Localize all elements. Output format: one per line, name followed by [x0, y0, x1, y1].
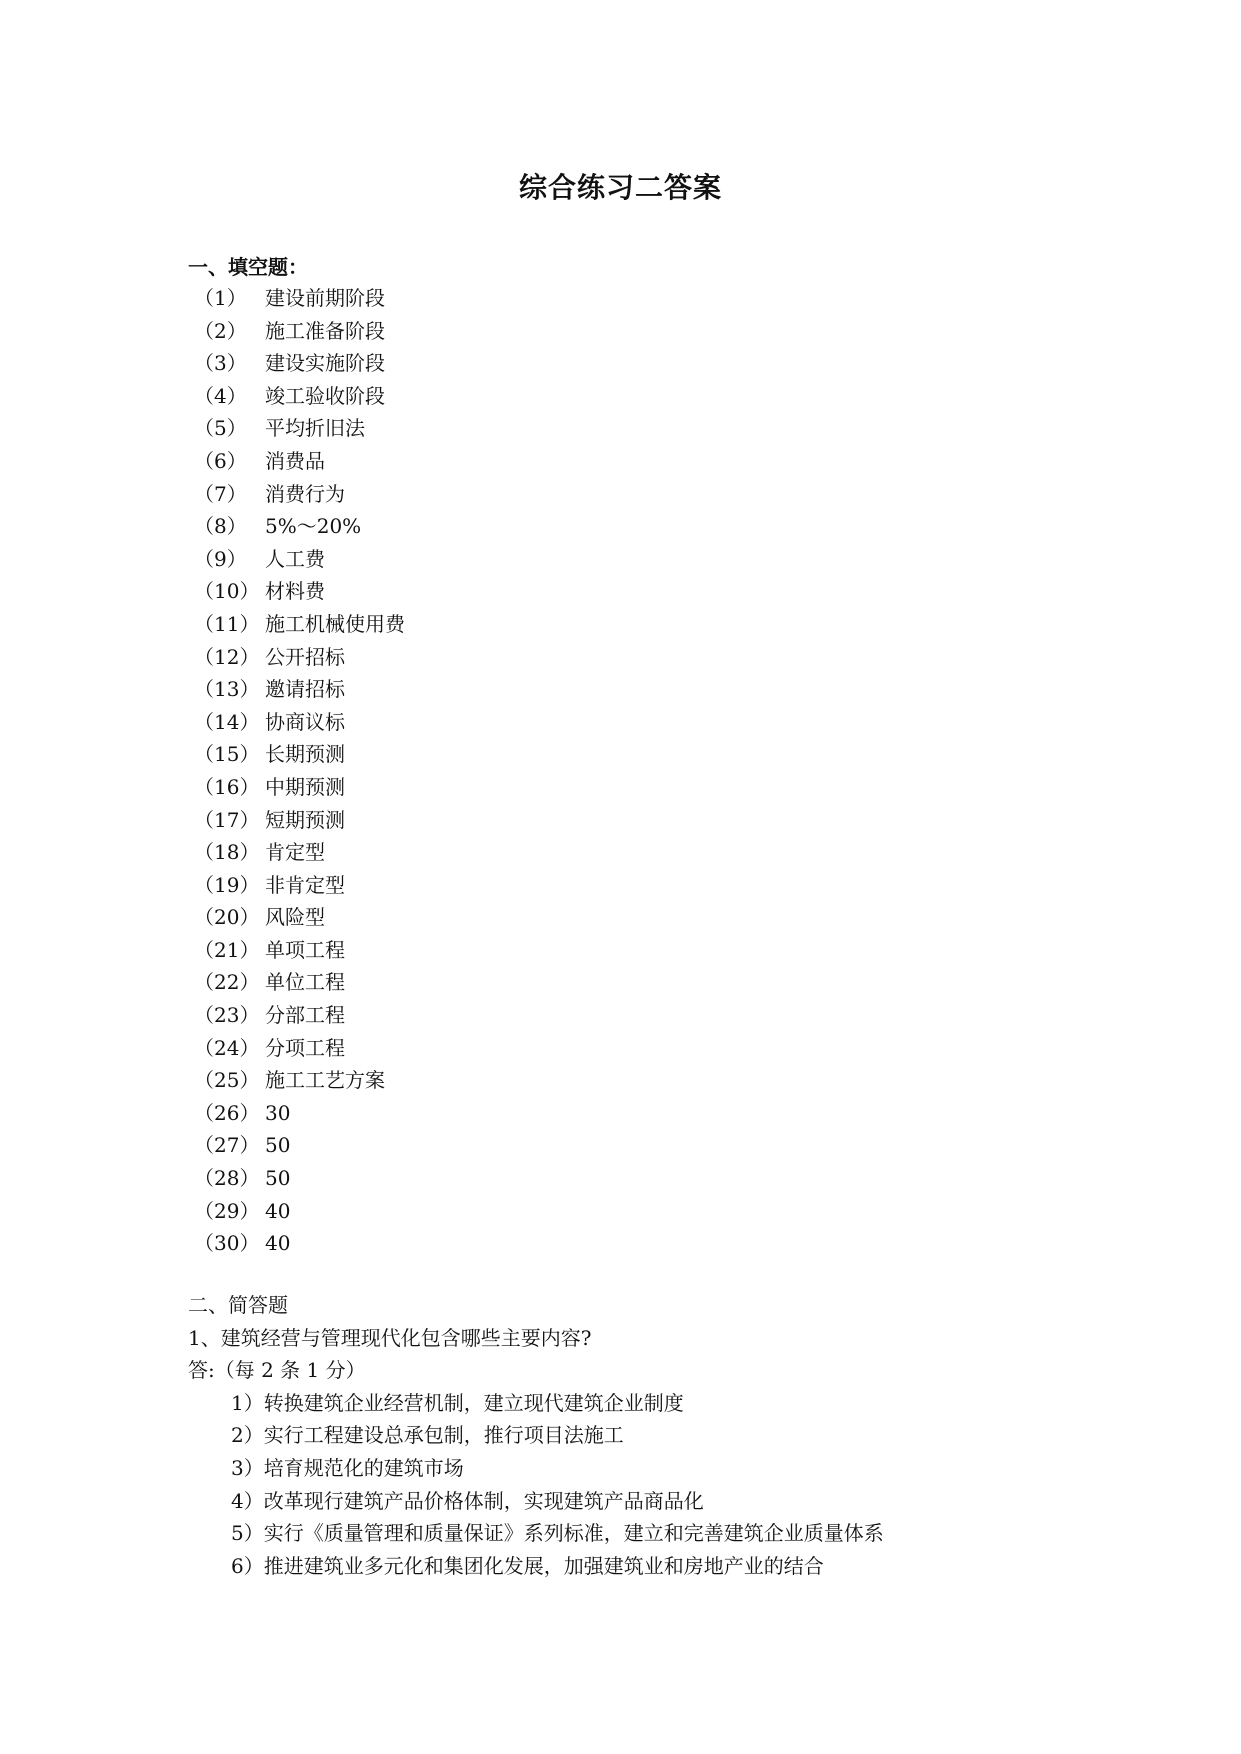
item-answer: 5%～20% [265, 514, 362, 539]
item-number: （2） [194, 318, 247, 343]
list-item [194, 901, 405, 934]
item-answer: 协商议标 [265, 709, 345, 734]
list-item [194, 673, 405, 706]
item-answer: 单位工程 [265, 970, 345, 995]
item-answer: 消费品 [265, 448, 325, 473]
item-number: （18） [194, 840, 260, 865]
list-item [194, 445, 405, 478]
list-item [194, 510, 405, 543]
list-item [194, 999, 405, 1032]
item-number: （25） [194, 1068, 260, 1093]
item-number: （7） [194, 481, 247, 506]
list-item [194, 1162, 405, 1195]
list-item [194, 641, 405, 674]
question-text: 1、建筑经营与管理现代化包含哪些主要内容? [188, 1325, 592, 1350]
item-number: （6） [194, 448, 247, 473]
item-answer: 施工准备阶段 [265, 318, 385, 343]
list-item [194, 1195, 405, 1228]
list-item [194, 575, 405, 608]
list-item [194, 1097, 405, 1130]
item-number: （12） [194, 644, 260, 669]
item-number: （13） [194, 677, 260, 702]
short-answer-section [188, 1289, 884, 1582]
item-number: （16） [194, 774, 260, 799]
item-answer: 40 [265, 1198, 291, 1223]
answer-point: 4）改革现行建筑产品价格体制，实现建筑产品商品化 [231, 1488, 704, 1513]
list-item [194, 608, 405, 641]
item-number: （30） [194, 1231, 260, 1256]
item-answer: 材料费 [265, 579, 325, 604]
list-item [194, 1227, 405, 1260]
item-number: （20） [194, 905, 260, 930]
list-item [194, 836, 405, 869]
item-number: （19） [194, 872, 260, 897]
item-number: （9） [194, 546, 247, 571]
list-item [194, 738, 405, 771]
item-answer: 单项工程 [265, 937, 345, 962]
item-number: （4） [194, 383, 247, 408]
short-answer-heading: 二、简答题 [188, 1293, 288, 1317]
item-number: （5） [194, 416, 247, 441]
item-answer: 长期预测 [265, 742, 345, 767]
answer-point: 1）转换建筑企业经营机制，建立现代建筑企业制度 [231, 1390, 684, 1415]
item-number: （14） [194, 709, 260, 734]
list-item [194, 804, 405, 837]
item-answer: 风险型 [265, 905, 325, 930]
item-answer: 施工机械使用费 [265, 611, 405, 636]
item-number: （15） [194, 742, 260, 767]
answer-label: 答:（每 2 条 1 分） [188, 1358, 366, 1383]
answer-point: 5）实行《质量管理和质量保证》系列标准，建立和完善建筑企业质量体系 [231, 1521, 884, 1546]
item-number: （24） [194, 1035, 260, 1060]
item-answer: 30 [265, 1100, 291, 1125]
item-number: （27） [194, 1133, 260, 1158]
item-answer: 短期预测 [265, 807, 345, 832]
item-answer: 消费行为 [265, 481, 345, 506]
list-item [194, 1129, 405, 1162]
item-answer: 人工费 [265, 546, 325, 571]
list-item [194, 315, 405, 348]
fill-in-blank-list [194, 282, 405, 1260]
item-answer: 肯定型 [265, 840, 325, 865]
item-number: （10） [194, 579, 260, 604]
item-answer: 邀请招标 [265, 677, 345, 702]
list-item [194, 380, 405, 413]
item-answer: 平均折旧法 [265, 416, 365, 441]
item-number: （3） [194, 351, 247, 376]
answer-point: 2）实行工程建设总承包制，推行项目法施工 [231, 1423, 624, 1448]
list-item [194, 966, 405, 999]
list-item [194, 934, 405, 967]
item-answer: 施工工艺方案 [265, 1068, 385, 1093]
fill-in-blank-heading: 一、填空题： [188, 255, 308, 279]
item-answer: 建设实施阶段 [265, 351, 385, 376]
item-number: （1） [194, 286, 247, 310]
item-answer: 40 [265, 1231, 291, 1256]
item-number: （21） [194, 937, 260, 962]
item-answer: 公开招标 [265, 644, 345, 669]
item-number: （29） [194, 1198, 260, 1223]
item-number: （22） [194, 970, 260, 995]
item-answer: 竣工验收阶段 [265, 383, 385, 408]
list-item [194, 282, 405, 315]
item-answer: 中期预测 [265, 774, 345, 799]
item-answer: 分项工程 [265, 1035, 345, 1060]
item-number: （23） [194, 1003, 260, 1028]
item-answer: 50 [265, 1166, 291, 1191]
item-answer: 50 [265, 1133, 291, 1158]
list-item [194, 412, 405, 445]
item-number: （8） [194, 514, 247, 539]
list-item [194, 347, 405, 380]
answer-point: 3）培育规范化的建筑市场 [231, 1455, 464, 1480]
item-number: （28） [194, 1166, 260, 1191]
item-answer: 非肯定型 [265, 872, 345, 897]
item-number: （26） [194, 1100, 260, 1125]
list-item [194, 478, 405, 511]
list-item [194, 1064, 405, 1097]
item-number: （17） [194, 807, 260, 832]
list-item [194, 706, 405, 739]
document-title: 综合练习二答案 [518, 171, 722, 204]
item-answer: 分部工程 [265, 1003, 345, 1028]
list-item [194, 771, 405, 804]
item-answer: 建设前期阶段 [265, 286, 385, 310]
list-item [194, 1032, 405, 1065]
list-item [194, 543, 405, 576]
item-number: （11） [194, 611, 260, 636]
answer-point: 6）推进建筑业多元化和集团化发展，加强建筑业和房地产业的结合 [231, 1553, 824, 1578]
list-item [194, 869, 405, 902]
